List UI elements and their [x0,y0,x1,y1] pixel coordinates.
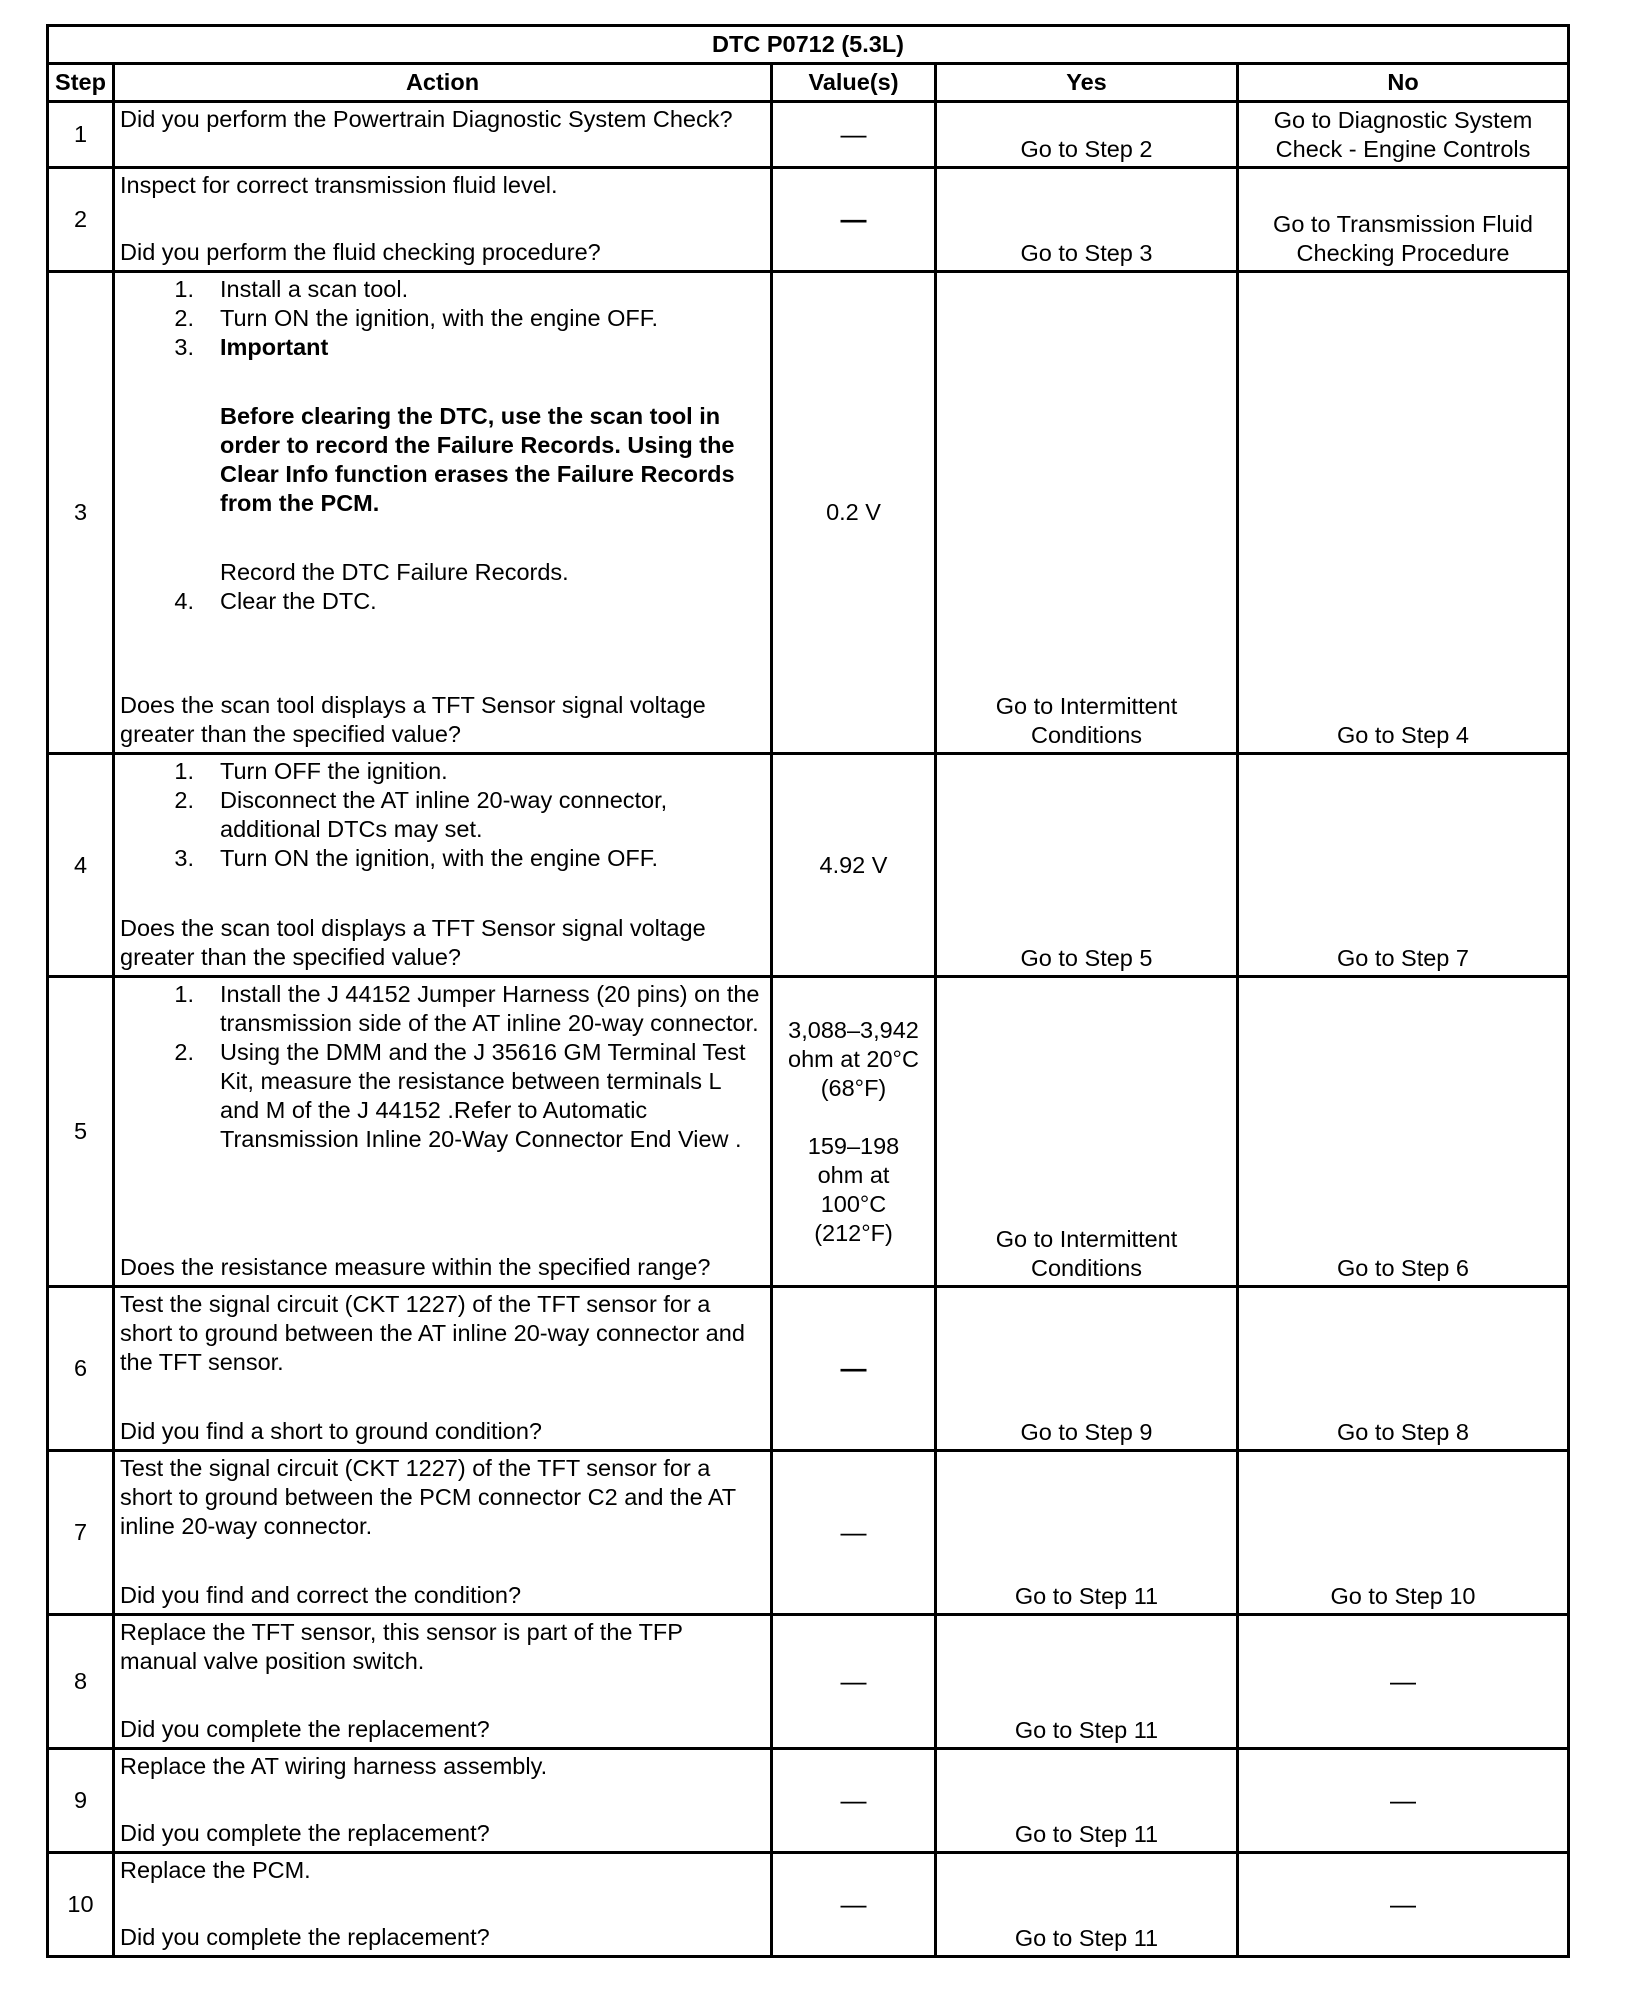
no-cell: Go to Step 8 [1238,1287,1569,1451]
action-question: Does the scan tool displays a TFT Sensor signal voltage greater than the specified value? [120,692,706,747]
action-intro: Test the signal circuit (CKT 1227) of the TFT sensor for a short to ground between the AT inline 20-way connector and the TFT sensor. [120,1291,745,1375]
action-cell [114,1749,772,1853]
value-line: ohm at 20°C [788,1045,919,1072]
yes-cell: Go to Step 5 [936,754,1238,977]
action-question: Does the scan tool displays a TFT Sensor signal voltage greater than the specified value? [120,915,706,970]
list-item [120,1038,764,1154]
action-cell [114,1615,772,1749]
values-cell: 4.92 V [772,754,936,977]
values-cell: — [772,168,936,272]
action-question: Did you find a short to ground condition? [120,1418,542,1444]
no-cell: — [1238,1853,1569,1957]
important-heading: Important [220,334,329,360]
values-cell: — [772,1451,936,1615]
header-no: No [1238,64,1569,102]
procedure-list [120,757,764,873]
list-item-number: 4. [174,588,194,614]
value-line: 100°C [820,1190,887,1217]
action-cell [114,754,772,977]
yes-cell: Go to Step 3 [936,168,1238,272]
action-cell [114,1853,772,1957]
values-cell: — [772,1615,936,1749]
header-row [48,64,1569,102]
list-item-text: Turn OFF the ignition. [220,758,448,784]
yes-cell: Go to Step 11 [936,1615,1238,1749]
list-item-number: 2. [174,1039,194,1065]
table-row [48,977,1569,1287]
action-cell [114,1287,772,1451]
no-cell: Go to Step 6 [1238,977,1569,1287]
action-cell [114,977,772,1287]
table-row [48,272,1569,754]
list-item [120,587,764,616]
table-row [48,1287,1569,1451]
list-item [120,786,764,844]
yes-cell: Go to Intermittent Conditions [936,272,1238,754]
table-row [48,1853,1569,1957]
action-text: Did you perform the Powertrain Diagnostic System Check? [120,106,733,132]
yes-cell: Go to Intermittent Conditions [936,977,1238,1287]
action-question: Did you find and correct the condition? [120,1582,522,1608]
values-cell: — [772,102,936,168]
values-cell: — [772,1749,936,1853]
table-row [48,754,1569,977]
list-item [120,304,764,333]
table-row [48,168,1569,272]
header-values: Value(s) [772,64,936,102]
action-question: Did you complete the replacement? [120,1820,490,1846]
yes-cell: Go to Step 11 [936,1749,1238,1853]
step-cell: 1 [48,102,114,168]
list-item-text: Install the J 44152 Jumper Harness (20 pins) on the transmission side of the AT inline 20-way connector. [220,981,760,1036]
no-cell: Go to Diagnostic System Check - Engine Controls [1238,102,1569,168]
values-cell [772,977,936,1287]
values-cell: — [772,1853,936,1957]
step-cell: 6 [48,1287,114,1451]
no-cell: Go to Step 4 [1238,272,1569,754]
procedure-list [120,980,764,1154]
value-line: (212°F) [814,1219,893,1246]
action-cell [114,272,772,754]
yes-cell: Go to Step 11 [936,1853,1238,1957]
table-row [48,1451,1569,1615]
value-line: 3,088–3,942 [788,1016,919,1043]
action-intro: Replace the AT wiring harness assembly. [120,1753,548,1779]
header-step: Step [48,64,114,102]
yes-cell: Go to Step 11 [936,1451,1238,1615]
list-item-text: Clear the DTC. [220,588,377,614]
action-intro: Inspect for correct transmission fluid level. [120,172,558,198]
action-question: Did you perform the fluid checking procedure? [120,239,601,265]
no-cell: Go to Step 10 [1238,1451,1569,1615]
value-line: (68°F) [820,1074,887,1101]
list-item-number: 3. [174,334,194,360]
step-cell: 7 [48,1451,114,1615]
action-cell [114,168,772,272]
step-cell: 8 [48,1615,114,1749]
title-row [48,26,1569,64]
list-item-number: 2. [174,787,194,813]
action-cell [114,102,772,168]
step-cell: 2 [48,168,114,272]
list-item [120,980,764,1038]
value-line: 159–198 [807,1132,900,1159]
no-cell: Go to Transmission Fluid Checking Procedure [1238,168,1569,272]
action-question: Did you complete the replacement? [120,1716,490,1742]
table-row [48,1615,1569,1749]
list-item-number: 1. [174,758,194,784]
table-title: DTC P0712 (5.3L) [48,26,1569,64]
dtc-table [46,24,1570,1958]
list-item-text: Turn ON the ignition, with the engine OFF. [220,845,659,871]
list-item [120,333,764,587]
list-item-text: Install a scan tool. [220,276,409,302]
action-question: Did you complete the replacement? [120,1924,490,1950]
step-cell: 9 [48,1749,114,1853]
action-cell [114,1451,772,1615]
record-instruction: Record the DTC Failure Records. [220,559,569,585]
yes-cell: Go to Step 2 [936,102,1238,168]
value-line: ohm at [817,1161,890,1188]
header-yes: Yes [936,64,1238,102]
list-item-number: 2. [174,305,194,331]
list-item [120,757,764,786]
table-row [48,102,1569,168]
list-item [120,844,764,873]
action-intro: Replace the PCM. [120,1857,311,1883]
important-note: Before clearing the DTC, use the scan tool in order to record the Failure Records. Using the Clear Info function erases the Failure Records from the PCM. [220,403,735,516]
step-cell: 5 [48,977,114,1287]
action-question: Does the resistance measure within the specified range? [120,1254,711,1280]
values-cell: 0.2 V [772,272,936,754]
list-item-text: Disconnect the AT inline 20-way connector, additional DTCs may set. [220,787,668,842]
table-row [48,1749,1569,1853]
step-cell: 10 [48,1853,114,1957]
step-cell: 3 [48,272,114,754]
no-cell: Go to Step 7 [1238,754,1569,977]
header-action: Action [114,64,772,102]
list-item-text: Using the DMM and the J 35616 GM Terminal Test Kit, measure the resistance between terminals L and M of the J 44152 .Refer to Automatic Transmission Inline 20-Way Connector End View . [220,1039,746,1152]
list-item [120,275,764,304]
action-intro: Replace the TFT sensor, this sensor is part of the TFP manual valve position switch. [120,1619,683,1674]
procedure-list [120,275,764,616]
list-item-number: 1. [174,276,194,302]
step-cell: 4 [48,754,114,977]
values-cell: — [772,1287,936,1451]
list-item-text: Turn ON the ignition, with the engine OFF. [220,305,659,331]
no-cell: — [1238,1615,1569,1749]
list-item-number: 1. [174,981,194,1007]
action-intro: Test the signal circuit (CKT 1227) of the TFT sensor for a short to ground between the PCM connector C2 and the AT inline 20-way connector. [120,1455,736,1539]
no-cell: — [1238,1749,1569,1853]
yes-cell: Go to Step 9 [936,1287,1238,1451]
list-item-number: 3. [174,845,194,871]
